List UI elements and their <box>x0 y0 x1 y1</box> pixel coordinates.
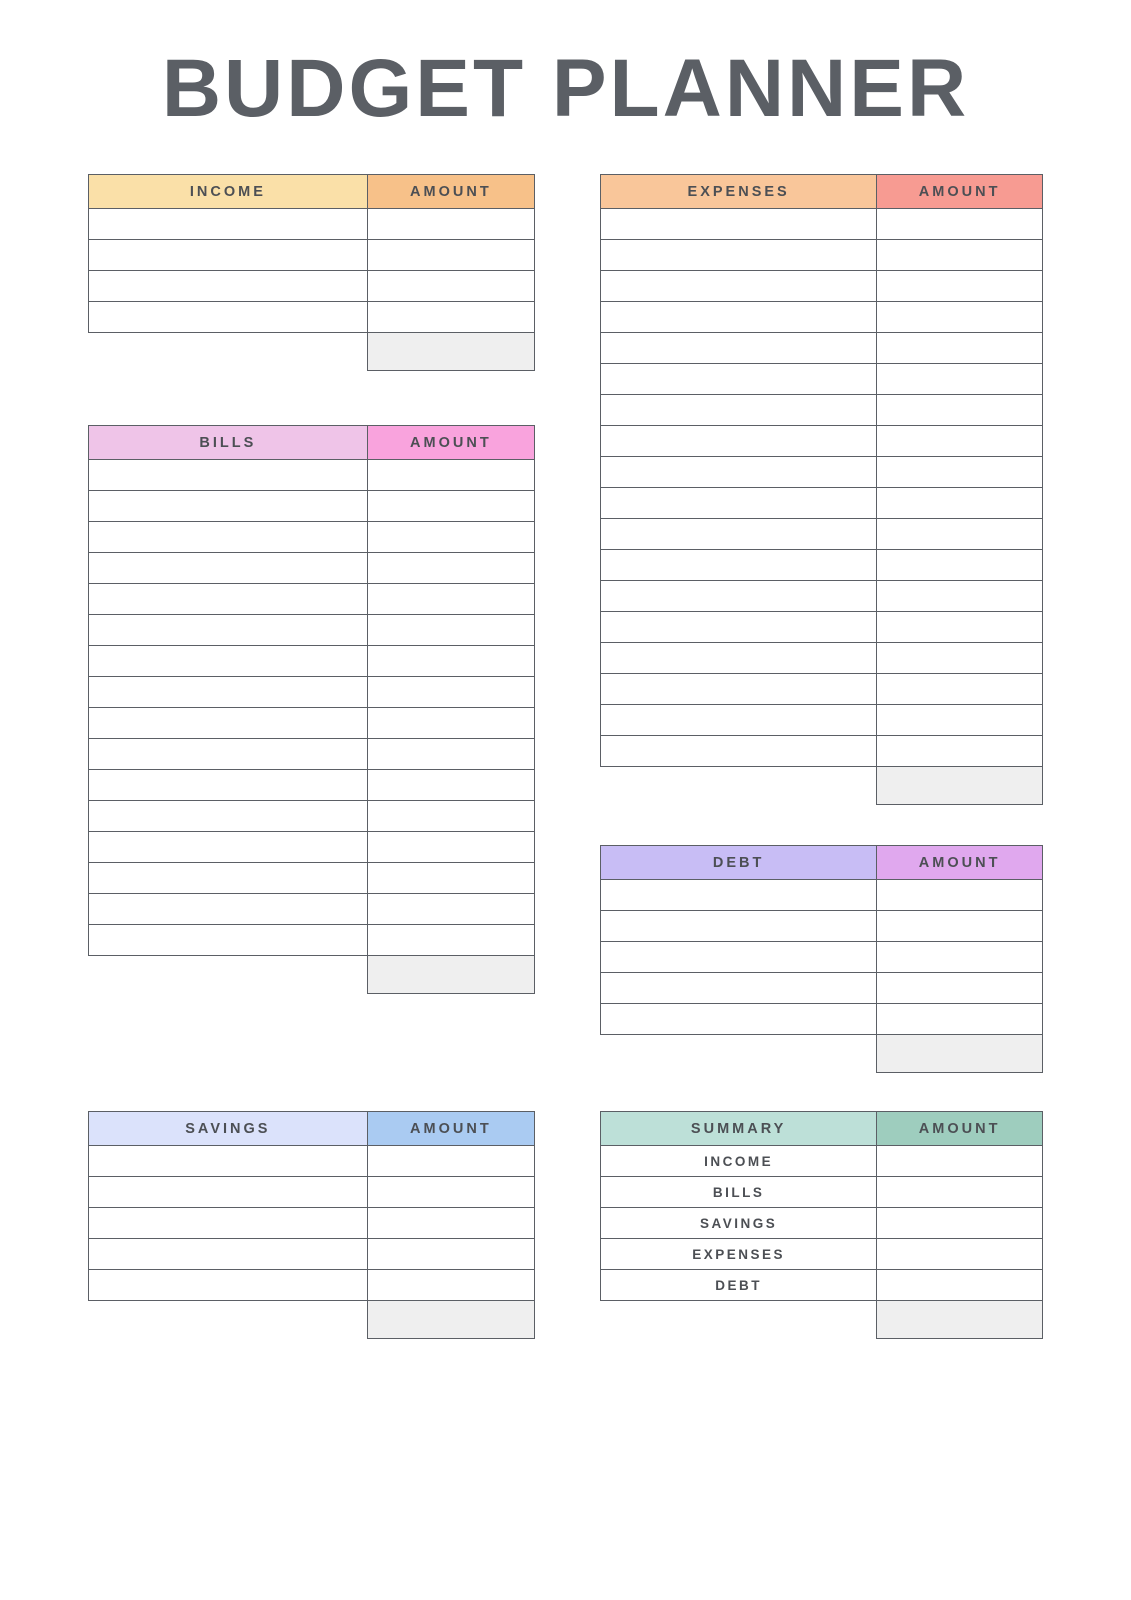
bills-amount-cell[interactable] <box>367 770 534 801</box>
expenses-total-amount-cell[interactable] <box>877 767 1043 805</box>
table-row <box>601 581 1043 612</box>
spacer-cell <box>601 1035 877 1073</box>
bills-label-cell[interactable] <box>89 708 368 739</box>
bills-label-cell[interactable] <box>89 770 368 801</box>
summary-amount-cell[interactable] <box>877 1177 1043 1208</box>
bills-amount-cell[interactable] <box>367 491 534 522</box>
expenses-amount-cell[interactable] <box>877 457 1043 488</box>
expenses-amount-cell[interactable] <box>877 302 1043 333</box>
bills-label-cell[interactable] <box>89 522 368 553</box>
income-header-amount: AMOUNT <box>367 175 534 209</box>
table-row <box>601 1177 1043 1208</box>
expenses-amount-cell[interactable] <box>877 519 1043 550</box>
summary-amount-cell[interactable] <box>877 1270 1043 1301</box>
summary-label-cell[interactable]: INCOME <box>601 1146 877 1177</box>
expenses-header-label: EXPENSES <box>601 175 877 209</box>
expenses-label-cell[interactable] <box>601 581 877 612</box>
table-row <box>601 1270 1043 1301</box>
table-row <box>89 271 535 302</box>
savings-label-cell[interactable] <box>89 1177 368 1208</box>
summary-amount-cell[interactable] <box>877 1208 1043 1239</box>
spacer-cell <box>89 333 368 371</box>
expenses-total-row <box>601 767 1043 805</box>
expenses-amount-cell[interactable] <box>877 333 1043 364</box>
bills-amount-cell[interactable] <box>367 708 534 739</box>
debt-label-cell[interactable] <box>601 942 877 973</box>
savings-header-amount: AMOUNT <box>367 1112 534 1146</box>
table-row <box>89 925 535 956</box>
table-row <box>601 333 1043 364</box>
savings-label-cell[interactable] <box>89 1270 368 1301</box>
bills-label-cell[interactable] <box>89 460 368 491</box>
table-row <box>89 894 535 925</box>
expenses-label-cell[interactable] <box>601 488 877 519</box>
right-column <box>600 174 1043 1073</box>
bills-table <box>88 425 535 994</box>
summary-label-cell[interactable]: SAVINGS <box>601 1208 877 1239</box>
table-row <box>601 942 1043 973</box>
page-title: BUDGET PLANNER <box>161 43 970 134</box>
bills-amount-cell[interactable] <box>367 801 534 832</box>
table-row <box>601 209 1043 240</box>
expenses-amount-cell[interactable] <box>877 674 1043 705</box>
table-row <box>601 674 1043 705</box>
bills-amount-cell[interactable] <box>367 863 534 894</box>
debt-header-amount: AMOUNT <box>877 846 1043 880</box>
table-row <box>601 302 1043 333</box>
debt-header-row <box>601 846 1043 880</box>
bills-label-cell[interactable] <box>89 739 368 770</box>
summary-amount-cell[interactable] <box>877 1146 1043 1177</box>
expenses-amount-cell[interactable] <box>877 550 1043 581</box>
table-row <box>601 612 1043 643</box>
summary-total-row <box>601 1301 1043 1339</box>
expenses-label-cell[interactable] <box>601 705 877 736</box>
spacer-cell <box>601 1301 877 1339</box>
table-row <box>601 488 1043 519</box>
expenses-label-cell[interactable] <box>601 550 877 581</box>
expenses-amount-cell[interactable] <box>877 488 1043 519</box>
savings-label-cell[interactable] <box>89 1208 368 1239</box>
savings-amount-cell[interactable] <box>367 1239 534 1270</box>
table-row <box>89 240 535 271</box>
table-row <box>601 880 1043 911</box>
bills-header-label: BILLS <box>89 426 368 460</box>
income-amount-cell[interactable] <box>367 240 534 271</box>
spacer <box>600 805 1043 845</box>
summary-label-cell[interactable]: EXPENSES <box>601 1239 877 1270</box>
table-row <box>89 832 535 863</box>
table-row <box>601 271 1043 302</box>
table-row <box>89 646 535 677</box>
spacer <box>88 371 535 425</box>
table-row <box>601 1004 1043 1035</box>
debt-amount-cell[interactable] <box>877 942 1043 973</box>
savings-total-row <box>89 1301 535 1339</box>
table-row <box>601 911 1043 942</box>
savings-label-cell[interactable] <box>89 1146 368 1177</box>
expenses-label-cell[interactable] <box>601 240 877 271</box>
bills-amount-cell[interactable] <box>367 925 534 956</box>
bills-amount-cell[interactable] <box>367 553 534 584</box>
expenses-amount-cell[interactable] <box>877 395 1043 426</box>
table-row <box>601 550 1043 581</box>
table-row <box>89 739 535 770</box>
savings-column <box>88 1111 535 1339</box>
expenses-amount-cell[interactable] <box>877 736 1043 767</box>
debt-header-label: DEBT <box>601 846 877 880</box>
expenses-label-cell[interactable] <box>601 364 877 395</box>
expenses-header-row <box>601 175 1043 209</box>
expenses-label-cell[interactable] <box>601 302 877 333</box>
income-amount-cell[interactable] <box>367 209 534 240</box>
table-row <box>601 736 1043 767</box>
expenses-label-cell[interactable] <box>601 271 877 302</box>
table-row <box>89 863 535 894</box>
income-table-block <box>88 174 535 371</box>
income-header-row <box>89 175 535 209</box>
debt-amount-cell[interactable] <box>877 880 1043 911</box>
table-row <box>89 1270 535 1301</box>
table-row <box>89 522 535 553</box>
table-row <box>89 302 535 333</box>
summary-header-row <box>601 1112 1043 1146</box>
main-columns <box>0 174 1131 1073</box>
table-row <box>601 457 1043 488</box>
table-row <box>89 770 535 801</box>
table-row <box>89 1208 535 1239</box>
income-label-cell[interactable] <box>89 240 368 271</box>
table-row <box>601 364 1043 395</box>
summary-header-amount: AMOUNT <box>877 1112 1043 1146</box>
income-label-cell[interactable] <box>89 302 368 333</box>
bills-label-cell[interactable] <box>89 615 368 646</box>
bills-amount-cell[interactable] <box>367 832 534 863</box>
debt-label-cell[interactable] <box>601 1004 877 1035</box>
expenses-amount-cell[interactable] <box>877 209 1043 240</box>
summary-label-cell[interactable]: DEBT <box>601 1270 877 1301</box>
table-row <box>601 973 1043 1004</box>
table-row <box>89 460 535 491</box>
income-amount-cell[interactable] <box>367 271 534 302</box>
debt-amount-cell[interactable] <box>877 911 1043 942</box>
spacer-cell <box>601 767 877 805</box>
bills-total-row <box>89 956 535 994</box>
bills-amount-cell[interactable] <box>367 894 534 925</box>
summary-column <box>600 1111 1043 1339</box>
summary-amount-cell[interactable] <box>877 1239 1043 1270</box>
bills-label-cell[interactable] <box>89 584 368 615</box>
table-row <box>601 705 1043 736</box>
bottom-row <box>0 1111 1131 1339</box>
bills-amount-cell[interactable] <box>367 646 534 677</box>
bills-amount-cell[interactable] <box>367 739 534 770</box>
bills-header-row <box>89 426 535 460</box>
debt-label-cell[interactable] <box>601 880 877 911</box>
debt-total-row <box>601 1035 1043 1073</box>
bills-label-cell[interactable] <box>89 801 368 832</box>
bills-amount-cell[interactable] <box>367 584 534 615</box>
expenses-label-cell[interactable] <box>601 457 877 488</box>
debt-table <box>600 845 1043 1073</box>
income-label-cell[interactable] <box>89 209 368 240</box>
expenses-amount-cell[interactable] <box>877 240 1043 271</box>
expenses-label-cell[interactable] <box>601 426 877 457</box>
table-row <box>601 1146 1043 1177</box>
expenses-label-cell[interactable] <box>601 736 877 767</box>
bills-total-amount-cell[interactable] <box>367 956 534 994</box>
savings-header-row <box>89 1112 535 1146</box>
expenses-amount-cell[interactable] <box>877 426 1043 457</box>
table-row <box>601 643 1043 674</box>
summary-table <box>600 1111 1043 1339</box>
bills-label-cell[interactable] <box>89 553 368 584</box>
summary-label-cell[interactable]: BILLS <box>601 1177 877 1208</box>
savings-amount-cell[interactable] <box>367 1208 534 1239</box>
expenses-amount-cell[interactable] <box>877 612 1043 643</box>
income-total-row <box>89 333 535 371</box>
expenses-label-cell[interactable] <box>601 674 877 705</box>
spacer-cell <box>89 956 368 994</box>
debt-label-cell[interactable] <box>601 973 877 1004</box>
income-total-amount-cell[interactable] <box>367 333 534 371</box>
savings-amount-cell[interactable] <box>367 1146 534 1177</box>
expenses-amount-cell[interactable] <box>877 643 1043 674</box>
expenses-header-amount: AMOUNT <box>877 175 1043 209</box>
table-row <box>89 677 535 708</box>
table-row <box>89 491 535 522</box>
bills-header-amount: AMOUNT <box>367 426 534 460</box>
table-row <box>89 1239 535 1270</box>
savings-amount-cell[interactable] <box>367 1270 534 1301</box>
table-row <box>89 1146 535 1177</box>
bills-amount-cell[interactable] <box>367 677 534 708</box>
expenses-amount-cell[interactable] <box>877 364 1043 395</box>
income-label-cell[interactable] <box>89 271 368 302</box>
expenses-amount-cell[interactable] <box>877 271 1043 302</box>
savings-label-cell[interactable] <box>89 1239 368 1270</box>
expenses-label-cell[interactable] <box>601 209 877 240</box>
left-column <box>88 174 535 1073</box>
table-row <box>601 240 1043 271</box>
bills-label-cell[interactable] <box>89 894 368 925</box>
expenses-table <box>600 174 1043 805</box>
debt-amount-cell[interactable] <box>877 1004 1043 1035</box>
table-row <box>601 1208 1043 1239</box>
bills-amount-cell[interactable] <box>367 460 534 491</box>
table-row <box>601 519 1043 550</box>
expenses-label-cell[interactable] <box>601 612 877 643</box>
income-amount-cell[interactable] <box>367 302 534 333</box>
table-row <box>89 553 535 584</box>
bills-label-cell[interactable] <box>89 925 368 956</box>
expenses-label-cell[interactable] <box>601 333 877 364</box>
savings-table <box>88 1111 535 1339</box>
spacer-cell <box>89 1301 368 1339</box>
table-row <box>89 584 535 615</box>
income-header-label: INCOME <box>89 175 368 209</box>
savings-total-amount-cell[interactable] <box>367 1301 534 1339</box>
income-table <box>88 174 535 371</box>
bills-label-cell[interactable] <box>89 491 368 522</box>
savings-amount-cell[interactable] <box>367 1177 534 1208</box>
bills-amount-cell[interactable] <box>367 615 534 646</box>
table-row <box>89 1177 535 1208</box>
bills-label-cell[interactable] <box>89 832 368 863</box>
table-row <box>89 708 535 739</box>
expenses-table-block <box>600 174 1043 805</box>
expenses-amount-cell[interactable] <box>877 581 1043 612</box>
summary-total-amount-cell[interactable] <box>877 1301 1043 1339</box>
bills-label-cell[interactable] <box>89 646 368 677</box>
expenses-amount-cell[interactable] <box>877 705 1043 736</box>
table-row <box>89 615 535 646</box>
bills-amount-cell[interactable] <box>367 522 534 553</box>
debt-table-block <box>600 845 1043 1073</box>
debt-label-cell[interactable] <box>601 911 877 942</box>
expenses-label-cell[interactable] <box>601 643 877 674</box>
table-row <box>89 801 535 832</box>
table-row <box>601 1239 1043 1270</box>
expenses-label-cell[interactable] <box>601 395 877 426</box>
expenses-label-cell[interactable] <box>601 519 877 550</box>
table-row <box>89 209 535 240</box>
table-row <box>601 426 1043 457</box>
bills-label-cell[interactable] <box>89 863 368 894</box>
debt-total-amount-cell[interactable] <box>877 1035 1043 1073</box>
table-row <box>601 395 1043 426</box>
bills-table-block <box>88 425 535 994</box>
debt-amount-cell[interactable] <box>877 973 1043 1004</box>
summary-header-label: SUMMARY <box>601 1112 877 1146</box>
savings-header-label: SAVINGS <box>89 1112 368 1146</box>
bills-label-cell[interactable] <box>89 677 368 708</box>
